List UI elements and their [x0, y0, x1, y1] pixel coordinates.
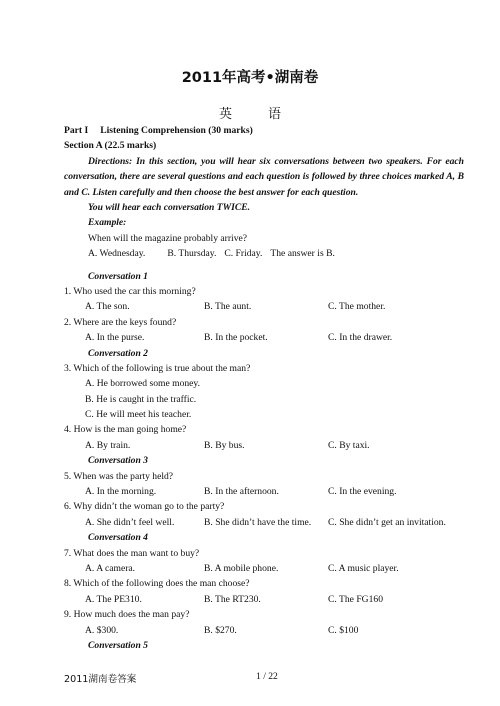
answer-options-row: [64, 484, 464, 499]
answer-options-row: [64, 623, 464, 638]
question-text: 8. Which of the following does the man choose?: [64, 578, 250, 590]
answer-option[interactable]: C. By taxi.: [328, 439, 370, 451]
answer-option[interactable]: C. The mother.: [328, 301, 386, 313]
answer-option[interactable]: A. A camera.: [85, 562, 136, 574]
exam-content: [64, 123, 464, 653]
answer-option[interactable]: C. $100: [328, 624, 359, 636]
example-question: When will the magazine probably arrive?: [88, 232, 248, 244]
example-options: [64, 246, 464, 261]
answer-option[interactable]: B. The RT230.: [204, 593, 261, 605]
question-text: 9. How much does the man pay?: [64, 609, 190, 621]
conversation-list: [64, 269, 464, 654]
answer-option[interactable]: A. The son.: [85, 301, 130, 313]
directions-body: Directions: In this section, you will hear six conversations between two speakers. For each conversation, there are several questions and each question is followed by three choices marked A, B and C. Listen carefully and then choose the best answer for each question.: [64, 155, 464, 198]
footer-doc-name: 2011湖南卷答案: [64, 674, 137, 685]
question-text: 2. Where are the keys found?: [64, 316, 177, 328]
conversation-label: Conversation 4: [88, 532, 148, 544]
answer-option[interactable]: C. A music player.: [328, 562, 399, 574]
example-option: A. Wednesday.: [88, 248, 146, 260]
answer-options-row: [64, 299, 464, 314]
answer-option[interactable]: B. $270.: [204, 624, 237, 636]
answer-option[interactable]: A. $300.: [85, 624, 119, 636]
question-text: 3. Which of the following is true about the man?: [64, 362, 251, 374]
conversation-label: Conversation 2: [88, 347, 148, 359]
answer-option[interactable]: B. In the afternoon.: [204, 486, 279, 498]
answer-options-row: [64, 330, 464, 345]
answer-option[interactable]: B. By bus.: [204, 439, 245, 451]
answer-option[interactable]: B. The aunt.: [204, 301, 252, 313]
answer-option[interactable]: C. She didn’t get an invitation.: [328, 516, 446, 528]
page-footer: [64, 671, 436, 685]
answer-option[interactable]: C. The FG160: [328, 593, 383, 605]
example-answer: The answer is B.: [270, 248, 335, 260]
answer-option[interactable]: B. In the pocket.: [204, 332, 268, 344]
answer-options-row: [64, 592, 464, 607]
part-heading: Part I Listening Comprehension (30 marks): [64, 125, 253, 136]
answer-options-row: [64, 438, 464, 453]
example-option: C. Friday.: [224, 248, 263, 260]
directions-text: [64, 154, 464, 200]
answer-option[interactable]: C. In the drawer.: [328, 332, 393, 344]
answer-options-row: [64, 561, 464, 576]
example-option: B. Thursday.: [167, 248, 217, 260]
question-text: 4. How is the man going home?: [64, 424, 187, 436]
page-number: 1 / 22: [256, 671, 278, 682]
answer-option[interactable]: B. He is caught in the traffic.: [85, 393, 197, 405]
question-text: 6. Why didn’t the woman go to the party?: [64, 501, 225, 513]
question-text: 1. Who used the car this morning?: [64, 285, 196, 297]
answer-option[interactable]: B. A mobile phone.: [204, 562, 279, 574]
conversation-label: Conversation 3: [88, 455, 148, 467]
page-subtitle: [0, 103, 500, 122]
answer-options-row: [64, 515, 464, 530]
section-heading: Section A (22.5 marks): [64, 140, 157, 152]
answer-option[interactable]: A. She didn’t feel well.: [85, 516, 175, 528]
subtitle-char: 语: [268, 106, 282, 121]
answer-option[interactable]: A. He borrowed some money.: [85, 378, 201, 390]
answer-option[interactable]: A. In the purse.: [85, 332, 145, 344]
answer-option[interactable]: C. In the evening.: [328, 486, 397, 498]
question-text: 7. What does the man want to buy?: [64, 547, 200, 559]
answer-option[interactable]: A. In the morning.: [85, 486, 157, 498]
answer-option[interactable]: A. The PE310.: [85, 593, 142, 605]
hear-twice-note: You will hear each conversation TWICE.: [88, 202, 251, 213]
conversation-label: Conversation 1: [88, 270, 148, 282]
question-text: 5. When was the party held?: [64, 470, 174, 482]
answer-option[interactable]: C. He will meet his teacher.: [85, 409, 192, 421]
conversation-label: Conversation 5: [88, 639, 148, 651]
answer-option[interactable]: B. She didn’t have the time.: [204, 516, 312, 528]
subtitle-char: 英: [218, 106, 232, 121]
answer-option[interactable]: A. By train.: [85, 439, 131, 451]
page-title: 2011年高考•湖南卷: [181, 70, 319, 86]
example-label: Example:: [88, 217, 127, 229]
